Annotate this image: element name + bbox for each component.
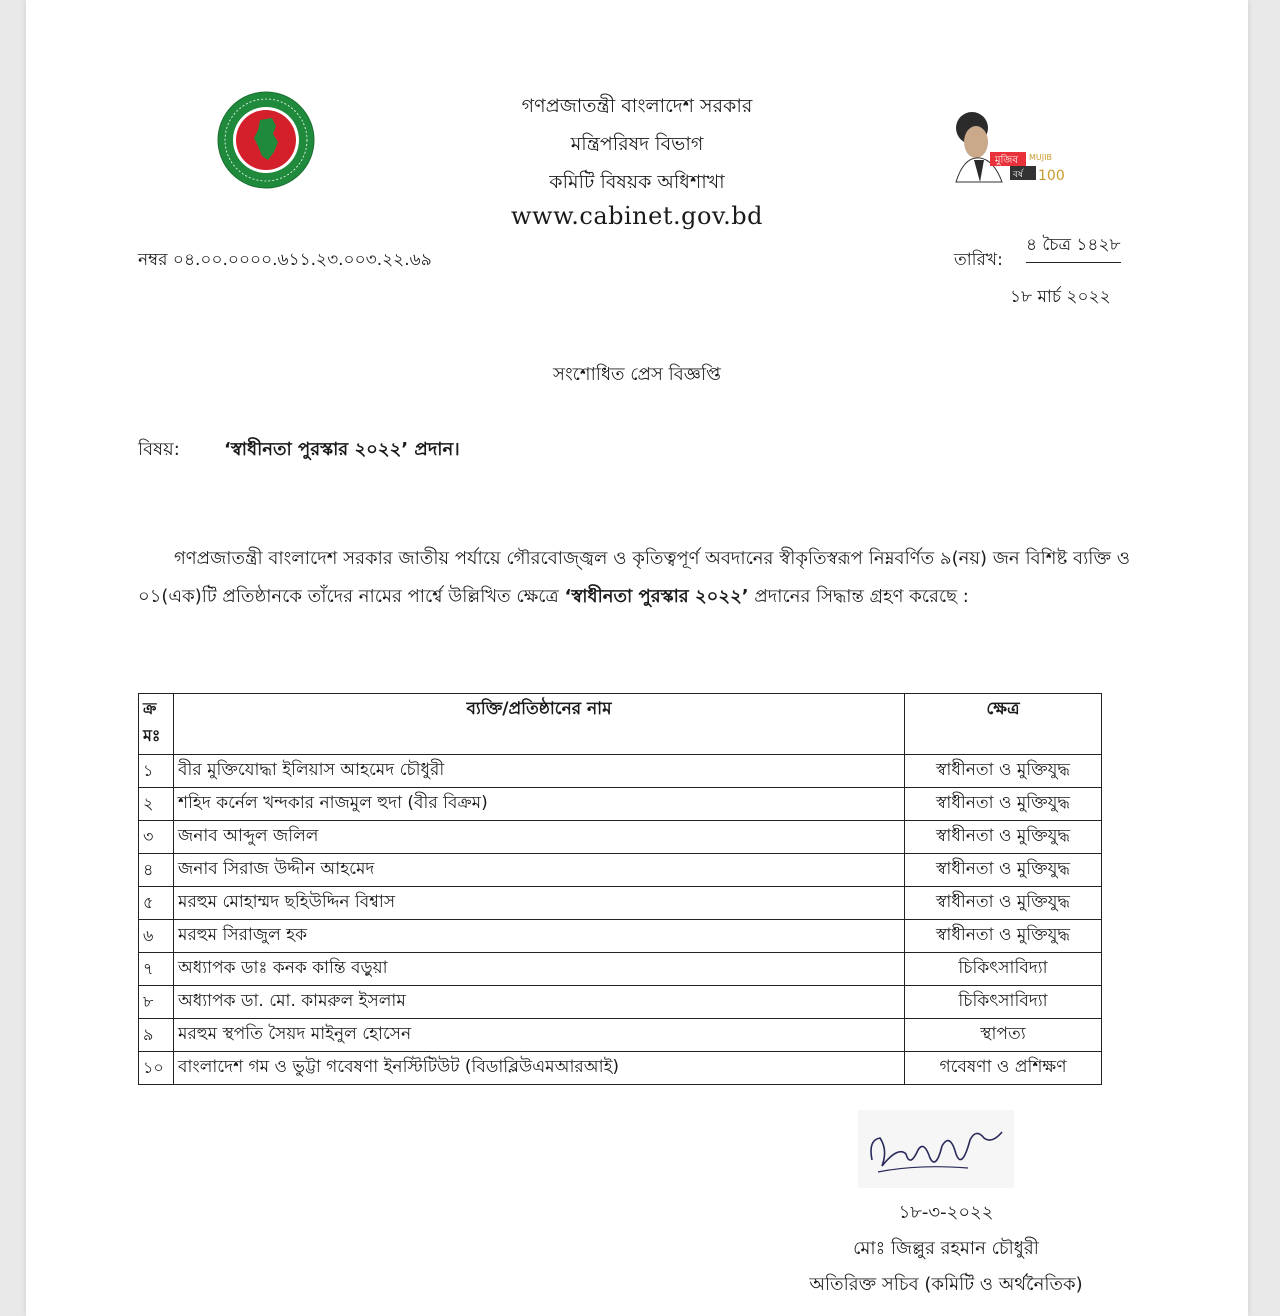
table-row (139, 755, 1102, 788)
row-serial: ২ (139, 788, 174, 821)
row-name: বাংলাদেশ গম ও ভুট্টা গবেষণা ইনস্টিটিউট (বিডাব্লিউএমআরআই) (174, 1052, 905, 1085)
row-serial: ১ (139, 755, 174, 788)
memo-number: নম্বর ০৪.০০.০০০০.৬১১.২৩.০০৩.২২.৬৯ (138, 250, 432, 270)
table-row (139, 1052, 1102, 1085)
table-header-row (139, 694, 1102, 755)
awards-table (138, 693, 1102, 1085)
table-row (139, 920, 1102, 953)
document-page (26, 0, 1248, 1316)
row-name: অধ্যাপক ডা. মো. কামরুল ইসলাম (174, 986, 905, 1019)
header-name: ব্যক্তি/প্রতিষ্ঠানের নাম (174, 694, 905, 755)
table-row (139, 953, 1102, 986)
signature-date: ১৮-৩-২০২২ (898, 1202, 994, 1223)
row-serial: ৭ (139, 953, 174, 986)
row-serial: ৩ (139, 821, 174, 854)
mujib-logo-text: মুজিব (995, 155, 1018, 166)
header-serial: ক্র মঃ (139, 694, 174, 755)
date-english: ১৮ মার্চ ২০২২ (1010, 287, 1111, 307)
mujib-logo-badge: MUJIB (1029, 153, 1052, 162)
row-field: স্বাধীনতা ও মুক্তিযুদ্ধ (905, 821, 1102, 854)
table-row (139, 986, 1102, 1019)
table-row (139, 1019, 1102, 1052)
header-line-3: কমিটি বিষয়ক অধিশাখা (549, 171, 725, 193)
row-name: শহিদ কর্নেল খন্দকার নাজমুল হুদা (বীর বিক্রম) (174, 788, 905, 821)
row-name: মরহুম সিরাজুল হক (174, 920, 905, 953)
row-field: স্বাধীনতা ও মুক্তিযুদ্ধ (905, 920, 1102, 953)
row-field: স্বাধীনতা ও মুক্তিযুদ্ধ (905, 854, 1102, 887)
subject-label: বিষয়: (138, 439, 180, 460)
body-text-part-2: প্রদানের সিদ্ধান্ত গ্রহণ করেছে : (754, 586, 969, 607)
table-row (139, 854, 1102, 887)
table-row (139, 788, 1102, 821)
mujib-logo-100: 100 (1038, 168, 1065, 184)
date-bangla: ৪ চৈত্র ১৪২৮ (1026, 232, 1121, 263)
mujib-logo-year: বর্ষ (1013, 170, 1023, 180)
header-line-1: গণপ্রজাতন্ত্রী বাংলাদেশ সরকার (521, 95, 753, 117)
body-award-name: ‘স্বাধীনতা পুরস্কার ২০২২’ (564, 586, 749, 607)
row-field: স্বাধীনতা ও মুক্তিযুদ্ধ (905, 887, 1102, 920)
row-name: মরহুম মোহাম্মদ ছহিউদ্দিন বিশ্বাস (174, 887, 905, 920)
table-row (139, 887, 1102, 920)
header-line-2: মন্ত্রিপরিষদ বিভাগ (570, 133, 704, 155)
signatory-name: মোঃ জিল্লুর রহমান চৌধুরী (853, 1238, 1039, 1259)
row-serial: ৪ (139, 854, 174, 887)
page-title: সংশোধিত প্রেস বিজ্ঞপ্তি (553, 364, 721, 385)
header-field: ক্ষেত্র (905, 694, 1102, 755)
row-field: স্বাধীনতা ও মুক্তিযুদ্ধ (905, 788, 1102, 821)
body-text-part-1: গণপ্রজাতন্ত্রী বাংলাদেশ সরকার জাতীয় পর্যায়ে গৌরবোজ্জ্বল ও কৃতিত্বপূর্ণ অবদানের স্বীকৃতিস্বরূপ নিম্নবর্ণিত ৯(নয়) জন বিশিষ্ট ব্যক্তি ও ০১(এক)টি প্রতিষ্ঠানকে তাঁদের নামের পার্শ্বে উল্লিখিত ক্ষেত্রে (138, 548, 1130, 607)
signatory-designation: অতিরিক্ত সচিব (কমিটি ও অর্থনৈতিক) (809, 1274, 1083, 1295)
subject-text: ‘স্বাধীনতা পুরস্কার ২০২২’ প্রদান। (224, 439, 460, 460)
row-name: বীর মুক্তিযোদ্ধা ইলিয়াস আহমেদ চৌধুরী (174, 755, 905, 788)
row-name: মরহুম স্থপতি সৈয়দ মাইনুল হোসেন (174, 1019, 905, 1052)
body-paragraph (138, 540, 1130, 616)
row-field: স্বাধীনতা ও মুক্তিযুদ্ধ (905, 755, 1102, 788)
row-field: গবেষণা ও প্রশিক্ষণ (905, 1052, 1102, 1085)
row-serial: ১০ (139, 1052, 174, 1085)
date-label: তারিখ: (954, 250, 1003, 270)
row-name: অধ্যাপক ডাঃ কনক কান্তি বড়ুয়া (174, 953, 905, 986)
row-serial: ৬ (139, 920, 174, 953)
row-name: জনাব সিরাজ উদ্দীন আহমেদ (174, 854, 905, 887)
row-serial: ৯ (139, 1019, 174, 1052)
signature-image (858, 1110, 1014, 1188)
row-field: স্থাপত্য (905, 1019, 1102, 1052)
row-field: চিকিৎসাবিদ্যা (905, 953, 1102, 986)
table-row (139, 821, 1102, 854)
row-serial: ৫ (139, 887, 174, 920)
mujib-year-logo (950, 100, 1075, 188)
row-field: চিকিৎসাবিদ্যা (905, 986, 1102, 1019)
row-serial: ৮ (139, 986, 174, 1019)
website-link[interactable]: www.cabinet.gov.bd (510, 202, 763, 230)
row-name: জনাব আব্দুল জলিল (174, 821, 905, 854)
